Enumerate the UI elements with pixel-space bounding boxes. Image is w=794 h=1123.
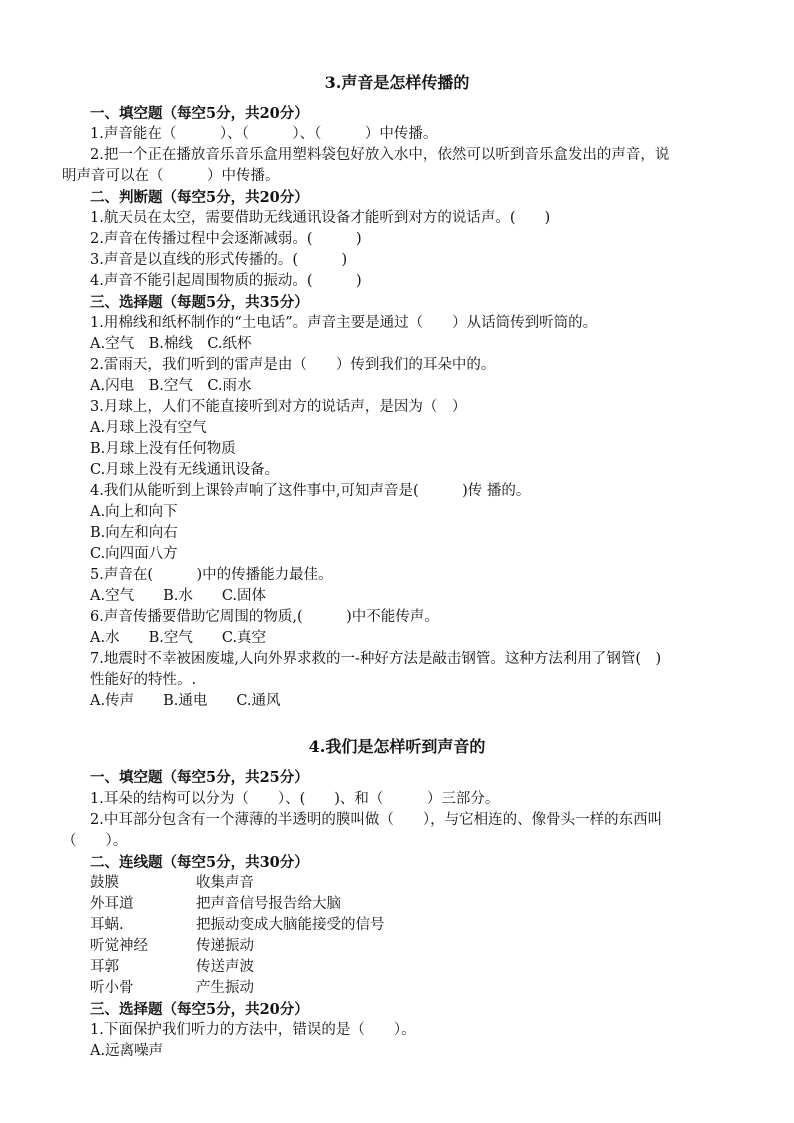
p4-fill-q2-cont: （ ）。 (62, 833, 128, 849)
p4-choice-q1-option-a: A.远离噪声 (90, 1043, 164, 1059)
p3-judge-heading: 二、判断题（每空5分，共20分） (90, 189, 309, 206)
p3-choice-q5-options: A.空气 B.水 C.固体 (90, 588, 267, 604)
match-right-term: 传递振动 (196, 938, 254, 954)
match-left-term: 耳郭 (90, 959, 119, 975)
p3-choice-q6: 6.声音传播要借助它周围的物质,( )中不能传声。 (90, 609, 439, 625)
p3-choice-q2-options: A.闪电 B.空气 C.雨水 (90, 378, 252, 394)
p3-choice-q7-cont: 性能好的特性。. (90, 672, 197, 688)
p3-choice-q7-options: A.传声 B.通电 C.通风 (90, 693, 281, 709)
match-right-term: 传送声波 (196, 959, 254, 975)
lesson-4-title: 4.我们是怎样听到声音的 (308, 737, 486, 756)
p3-choice-q1-options: A.空气 B.棉线 C.纸杯 (90, 336, 252, 352)
p3-judge-q3: 3.声音是以直线的形式传播的。( ) (90, 252, 348, 268)
match-left-term: 外耳道 (90, 896, 134, 912)
p3-judge-q1: 1.航天员在太空，需要借助无线通讯设备才能听到对方的说话声。( ) (90, 210, 551, 226)
match-right-term: 把声音信号报告给大脑 (196, 896, 341, 912)
p3-choice-q3-option-b: B.月球上没有任何物质 (90, 441, 236, 457)
p3-choice-q4-option-b: B.向左和向右 (90, 525, 178, 541)
match-right-term: 收集声音 (196, 875, 254, 891)
p3-choice-q1: 1.用棉线和纸杯制作的“土电话”。声音主要是通过（ ）从话筒传到听筒的。 (90, 315, 598, 331)
p3-choice-q4-option-c: C.向四面八方 (90, 546, 178, 562)
lesson-3-title: 3.声音是怎样传播的 (324, 73, 470, 92)
match-left-term: 鼓膜 (90, 875, 119, 891)
match-left-term: 听小骨 (90, 980, 134, 996)
p3-choice-q4: 4.我们从能听到上课铃声响了这件事中,可知声音是( )传 播的。 (90, 483, 531, 499)
match-left-term: 耳蜗. (90, 917, 124, 933)
p3-fill-q2: 2.把一个正在播放音乐音乐盒用塑料袋包好放入水中，依然可以听到音乐盒发出的声音，说 (90, 147, 670, 163)
p3-choice-q2: 2.雷雨天，我们听到的雷声是由（ ）传到我们的耳朵中的。 (90, 357, 496, 373)
p3-choice-q6-options: A.水 B.空气 C.真空 (90, 630, 267, 646)
p4-fill-q1: 1.耳朵的结构可以分为（ ）、( )、和（ ）三部分。 (90, 791, 500, 807)
p3-choice-q3-option-a: A.月球上没有空气 (90, 420, 207, 436)
p3-fill-q1: 1.声音能在（ ）、（ ）、（ ）中传播。 (90, 126, 438, 142)
p3-judge-q2: 2.声音在传播过程中会逐渐减弱。( ) (90, 231, 362, 247)
p4-fill-q2: 2.中耳部分包含有一个薄薄的半透明的膜叫做（ ），与它相连的、像骨头一样的东西叫 (90, 812, 663, 828)
p3-choice-q3: 3.月球上，人们不能直接听到对方的说话声，是因为（ ） (90, 399, 467, 415)
p3-fill-heading: 一、填空题（每空5分，共20分） (90, 105, 309, 122)
p3-fill-q2-cont: 明声音可以在（ ）中传播。 (62, 168, 280, 184)
p3-choice-q3-option-c: C.月球上没有无线通讯设备。 (90, 462, 280, 478)
p4-choice-q1: 1.下面保护我们听力的方法中，错误的是（ ）。 (90, 1022, 416, 1038)
p3-choice-q7: 7.地震时不幸被困废墟,人向外界求救的一-种好方法是敲击钢管。这种方法利用了钢管( ) (90, 651, 662, 667)
p3-judge-q4: 4.声音不能引起周围物质的振动。( ) (90, 273, 362, 289)
p4-match-heading: 二、连线题（每空5分，共30分） (90, 854, 309, 871)
match-right-term: 把振动变成大脑能接受的信号 (196, 917, 385, 933)
p4-choice-heading: 三、选择题（每空5分，共20分） (90, 1001, 309, 1018)
p3-choice-heading: 三、选择题（每题5分，共35分） (90, 294, 309, 311)
match-left-term: 听觉神经 (90, 938, 148, 954)
p3-choice-q4-option-a: A.向上和向下 (90, 504, 178, 520)
match-right-term: 产生振动 (196, 980, 254, 996)
p3-choice-q5: 5.声音在( )中的传播能力最佳。 (90, 567, 333, 583)
p4-fill-heading: 一、填空题（每空5分，共25分） (90, 769, 309, 786)
